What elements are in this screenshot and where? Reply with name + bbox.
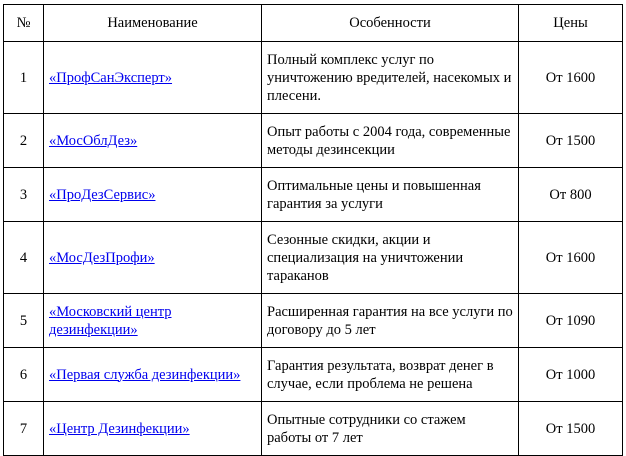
header-name: Наименование: [44, 5, 262, 42]
row-number: 4: [4, 222, 44, 294]
row-features: Опыт работы с 2004 года, современные методы дезинсекции: [262, 114, 519, 168]
company-link[interactable]: «Московский центр дезинфекции»: [49, 303, 172, 338]
row-name-cell: [44, 114, 262, 168]
table-row: [4, 348, 623, 402]
company-link[interactable]: «МосОблДез»: [49, 132, 138, 149]
header-features: Особенности: [262, 5, 519, 42]
row-name-cell: [44, 294, 262, 348]
row-name-cell: [44, 402, 262, 456]
row-number: 6: [4, 348, 44, 402]
companies-table: [3, 4, 623, 456]
row-name-cell: [44, 42, 262, 114]
row-features: Опытные сотрудники со стажем работы от 7 лет: [262, 402, 519, 456]
table-row: [4, 42, 623, 114]
table-row: [4, 114, 623, 168]
table-header-row: [4, 5, 623, 42]
row-price: От 1500: [519, 114, 623, 168]
company-link[interactable]: «Центр Дезинфекции»: [49, 420, 190, 437]
row-price: От 1000: [519, 348, 623, 402]
row-number: 7: [4, 402, 44, 456]
header-price: Цены: [519, 5, 623, 42]
row-features: Оптимальные цены и повышенная гарантия за услуги: [262, 168, 519, 222]
table-row: [4, 402, 623, 456]
row-price: От 1600: [519, 42, 623, 114]
row-price: От 1500: [519, 402, 623, 456]
row-features: Полный комплекс услуг по уничтожению вредителей, насекомых и плесени.: [262, 42, 519, 114]
header-number: №: [4, 5, 44, 42]
company-link[interactable]: «ПрофСанЭксперт»: [49, 69, 173, 86]
table-row: [4, 168, 623, 222]
company-link[interactable]: «Первая служба дезинфекции»: [49, 366, 241, 383]
row-features: Сезонные скидки, акции и специализация на уничтожении тараканов: [262, 222, 519, 294]
row-name-cell: [44, 222, 262, 294]
row-price: От 1600: [519, 222, 623, 294]
table-row: [4, 222, 623, 294]
row-name-cell: [44, 168, 262, 222]
row-number: 2: [4, 114, 44, 168]
row-price: От 1090: [519, 294, 623, 348]
row-number: 5: [4, 294, 44, 348]
row-number: 1: [4, 42, 44, 114]
row-features: Гарантия результата, возврат денег в случае, если проблема не решена: [262, 348, 519, 402]
row-number: 3: [4, 168, 44, 222]
company-link[interactable]: «МосДезПрофи»: [49, 249, 155, 266]
row-name-cell: [44, 348, 262, 402]
row-features: Расширенная гарантия на все услуги по договору до 5 лет: [262, 294, 519, 348]
company-link[interactable]: «ПроДезСервис»: [49, 186, 156, 203]
row-price: От 800: [519, 168, 623, 222]
table-row: [4, 294, 623, 348]
